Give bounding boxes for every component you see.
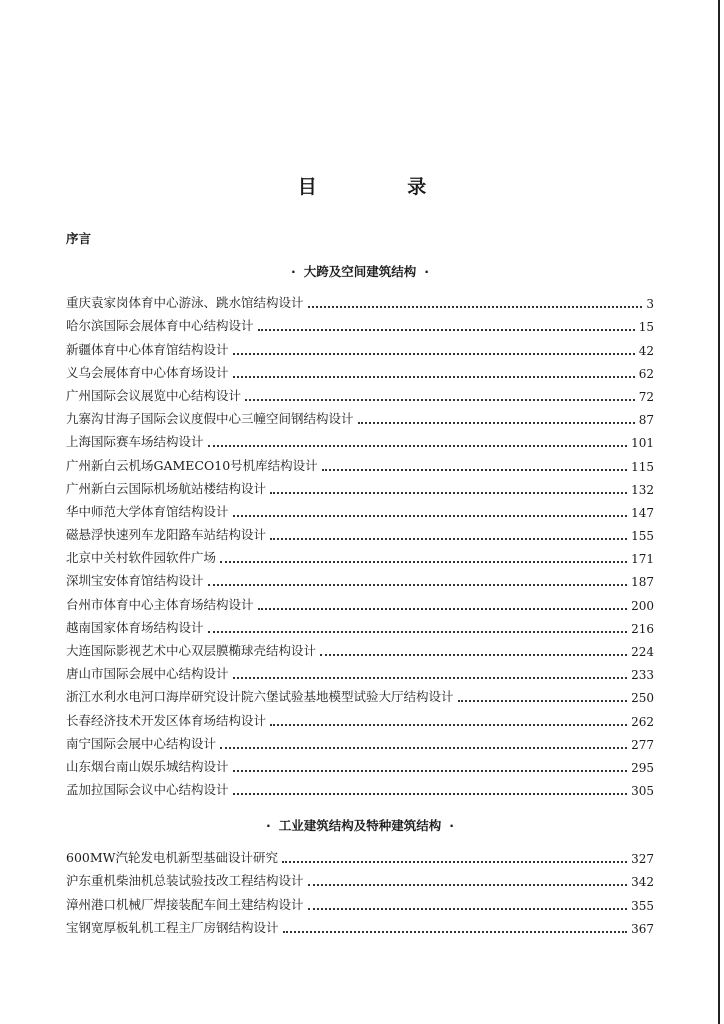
toc-entry-page: 277 bbox=[631, 737, 654, 752]
dot-leader bbox=[282, 851, 627, 863]
toc-entry[interactable] bbox=[66, 613, 654, 636]
toc-entry-page: 132 bbox=[631, 482, 654, 497]
toc-entry-page: 305 bbox=[631, 784, 654, 799]
dot-leader bbox=[320, 644, 627, 656]
toc-entry-title: 广州国际会议展览中心结构设计 bbox=[66, 387, 242, 403]
toc-entry-title: 山东烟台南山娱乐城结构设计 bbox=[66, 758, 229, 774]
page-title: 目 录 bbox=[297, 176, 469, 198]
section-heading-text: 工业建筑结构及特种建筑结构 bbox=[278, 818, 442, 833]
toc-entry-page: 72 bbox=[638, 389, 654, 404]
dot-leader bbox=[233, 760, 628, 772]
toc-entry-page: 262 bbox=[631, 714, 654, 729]
dot-leader bbox=[308, 874, 628, 886]
toc-entry-page: 187 bbox=[631, 575, 654, 590]
toc-entry[interactable] bbox=[66, 843, 654, 866]
dot-leader bbox=[458, 690, 628, 702]
dot-leader bbox=[258, 319, 635, 331]
dot-leader bbox=[208, 435, 628, 447]
toc-entry-page: 216 bbox=[631, 621, 654, 636]
toc-entry-page: 250 bbox=[631, 691, 654, 706]
dot-leader bbox=[270, 714, 627, 726]
section-heading-2 bbox=[66, 816, 654, 834]
dot-leader bbox=[233, 343, 635, 355]
dot-leader bbox=[308, 296, 643, 308]
toc-entry-page: 115 bbox=[631, 459, 654, 474]
dot-leader bbox=[258, 598, 628, 610]
toc-entry-title: 深圳宝安体育馆结构设计 bbox=[66, 573, 204, 589]
toc-entry-title: 大连国际影视艺术中心双层膜椭球壳结构设计 bbox=[66, 643, 317, 658]
dot-leader bbox=[270, 482, 627, 494]
toc-entry-page: 295 bbox=[631, 760, 654, 775]
toc-entry-title: 漳州港口机械厂焊接装配车间土建结构设计 bbox=[66, 896, 304, 912]
toc-entry-title: 北京中关村软件园软件广场 bbox=[66, 550, 217, 566]
dot-leader bbox=[233, 667, 628, 679]
toc-entry-page: 15 bbox=[638, 320, 654, 335]
toc-entry-title: 上海国际赛车场结构设计 bbox=[66, 434, 204, 450]
toc-entry-page: 233 bbox=[631, 668, 654, 683]
toc-entry[interactable] bbox=[66, 705, 654, 728]
toc-entry[interactable] bbox=[66, 520, 654, 543]
section-heading-1 bbox=[66, 262, 654, 280]
toc-entry-title: 重庆袁家岗体育中心游泳、跳水馆结构设计 bbox=[66, 295, 304, 311]
dot-leader bbox=[358, 412, 635, 424]
dot-leader bbox=[245, 389, 635, 401]
dot-leader bbox=[270, 528, 627, 540]
bullet-dot-icon: · bbox=[449, 818, 454, 833]
toc-entry[interactable] bbox=[66, 866, 654, 889]
toc-entry-page: 355 bbox=[631, 898, 654, 913]
toc-entry-title: 台州市体育中心主体育场结构设计 bbox=[66, 596, 254, 612]
toc-entry-page: 101 bbox=[631, 436, 654, 451]
toc-entry-page: 224 bbox=[631, 645, 654, 659]
toc-entry-page: 3 bbox=[646, 297, 654, 312]
toc-entry-title: 南宁国际会展中心结构设计 bbox=[66, 735, 217, 751]
toc-entry-title: 新疆体育中心体育馆结构设计 bbox=[66, 341, 229, 357]
toc-entry[interactable] bbox=[66, 404, 654, 427]
toc-entry-title: 广州新白云国际机场航站楼结构设计 bbox=[66, 480, 267, 496]
dot-leader bbox=[308, 898, 628, 910]
dot-leader bbox=[220, 551, 627, 563]
dot-leader bbox=[208, 574, 628, 586]
bullet-dot-icon: · bbox=[424, 264, 429, 279]
toc-entry[interactable] bbox=[66, 775, 654, 798]
toc-entry[interactable] bbox=[66, 729, 654, 752]
toc-entry-title: 长春经济技术开发区体育场结构设计 bbox=[66, 712, 267, 728]
section-heading-text: 大跨及空间建筑结构 bbox=[303, 264, 417, 279]
toc-entry-page: 155 bbox=[631, 529, 654, 544]
toc-entry-page: 171 bbox=[631, 552, 654, 567]
toc-entry[interactable] bbox=[66, 566, 654, 589]
dot-leader bbox=[233, 505, 628, 517]
toc-entry[interactable] bbox=[66, 589, 654, 612]
toc-entry-title: 广州新白云机场GAMECO10号机库结构设计 bbox=[66, 457, 318, 473]
toc-entry-page: 87 bbox=[638, 413, 654, 428]
toc-entry-title: 宝钢宽厚板轧机工程主厂房钢结构设计 bbox=[66, 919, 279, 935]
toc-entry[interactable] bbox=[66, 543, 654, 566]
toc-entry[interactable] bbox=[66, 358, 654, 381]
bullet-dot-icon: · bbox=[265, 818, 271, 833]
toc-entry[interactable] bbox=[66, 659, 654, 682]
dot-leader bbox=[322, 459, 627, 471]
toc-entry[interactable] bbox=[66, 889, 654, 912]
toc-entry[interactable] bbox=[66, 497, 654, 520]
toc-entry[interactable] bbox=[66, 334, 654, 357]
toc-entry-page: 200 bbox=[631, 598, 654, 613]
toc-entry-title: 九寨沟甘海子国际会议度假中心三幢空间钢结构设计 bbox=[66, 411, 354, 427]
dot-leader bbox=[208, 621, 628, 633]
toc-entry-page: 42 bbox=[638, 343, 654, 358]
toc-entry[interactable] bbox=[66, 311, 654, 334]
toc-entry[interactable] bbox=[66, 450, 654, 473]
toc-entry[interactable] bbox=[66, 752, 654, 775]
dot-leader bbox=[283, 921, 628, 933]
toc-entry-page: 62 bbox=[638, 366, 654, 381]
dot-leader bbox=[220, 737, 627, 749]
toc-entry-page: 147 bbox=[631, 505, 654, 520]
page-edge-line bbox=[718, 0, 720, 1024]
section-1-entries bbox=[66, 288, 654, 798]
toc-entry[interactable] bbox=[66, 682, 654, 705]
toc-entry-title: 磁悬浮快速列车龙阳路车站结构设计 bbox=[66, 527, 267, 543]
toc-entry-title: 孟加拉国际会议中心结构设计 bbox=[66, 782, 229, 798]
toc-entry[interactable] bbox=[66, 474, 654, 497]
toc-entry-title: 唐山市国际会展中心结构设计 bbox=[66, 666, 229, 682]
dot-leader bbox=[233, 366, 635, 378]
toc-entry[interactable] bbox=[66, 427, 654, 450]
toc-entry-page: 327 bbox=[631, 852, 654, 867]
toc-entry-title: 浙江水利水电河口海岸研究设计院六堡试验基地模型试验大厅结构设计 bbox=[66, 689, 454, 705]
toc-entry-title: 哈尔滨国际会展体育中心结构设计 bbox=[66, 318, 254, 334]
toc-entry-page: 342 bbox=[631, 875, 654, 890]
toc-entry-title: 越南国家体育场结构设计 bbox=[66, 619, 204, 635]
toc-entry[interactable] bbox=[66, 381, 654, 404]
dot-leader bbox=[233, 783, 628, 795]
section-2-entries bbox=[66, 843, 654, 936]
toc-entry-title: 沪东重机柴油机总装试验技改工程结构设计 bbox=[66, 873, 304, 889]
toc-entry[interactable] bbox=[66, 913, 654, 936]
toc-entry-title: 华中师范大学体育馆结构设计 bbox=[66, 503, 229, 519]
toc-entry[interactable] bbox=[66, 636, 654, 659]
toc-entry-title: 600MW汽轮发电机新型基础设计研究 bbox=[66, 850, 279, 866]
toc-entry[interactable] bbox=[66, 288, 654, 311]
toc-entry-page: 367 bbox=[631, 921, 654, 936]
toc-entry-title: 义乌会展体育中心体育场设计 bbox=[66, 364, 229, 380]
preface-heading: 序言 bbox=[66, 231, 92, 246]
bullet-dot-icon: · bbox=[290, 264, 296, 279]
